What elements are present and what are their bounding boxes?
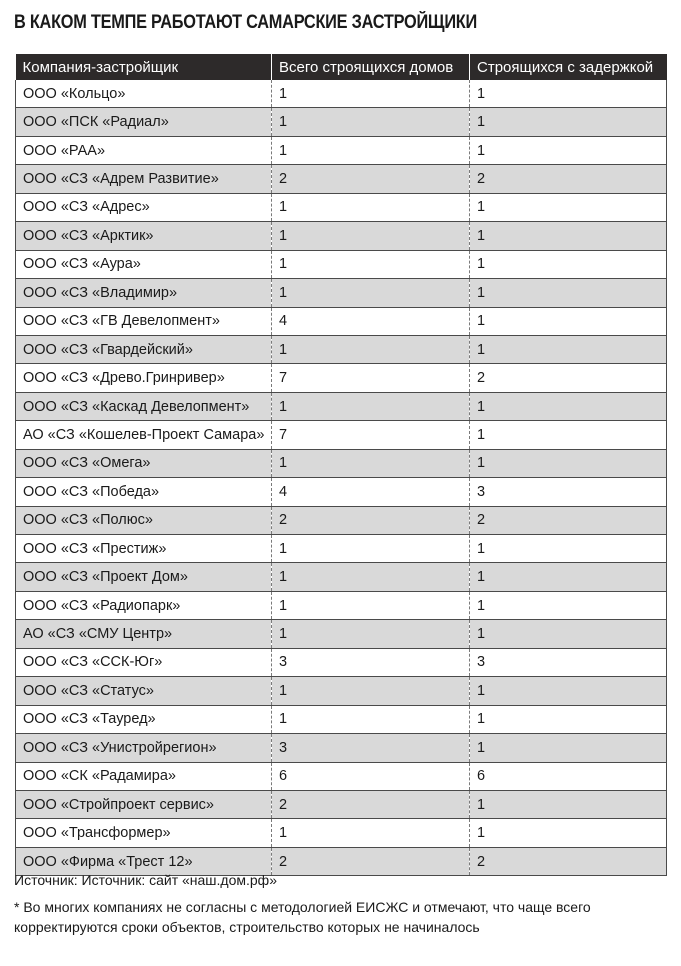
table-row [16, 563, 667, 591]
delayed-houses-cell: 1 [470, 335, 667, 363]
table-row [16, 705, 667, 733]
table-row [16, 222, 667, 250]
total-houses-cell: 1 [272, 250, 470, 278]
footnote: * Во многих компаниях не согласны с методологией ЕИСЖС и отмечают, что чаще всего корректируются сроки объектов, строительство которых не начиналось [14, 899, 591, 935]
table-row [16, 193, 667, 221]
delayed-houses-cell: 2 [470, 165, 667, 193]
table-row [16, 392, 667, 420]
total-houses-cell: 1 [272, 222, 470, 250]
total-houses-cell: 1 [272, 449, 470, 477]
table-row [16, 449, 667, 477]
delayed-houses-cell: 1 [470, 307, 667, 335]
delayed-houses-cell: 1 [470, 734, 667, 762]
total-houses-cell: 1 [272, 335, 470, 363]
delayed-houses-cell: 1 [470, 80, 667, 108]
delayed-houses-cell: 2 [470, 847, 667, 875]
total-houses-cell: 3 [272, 734, 470, 762]
table-row [16, 136, 667, 164]
total-houses-cell: 3 [272, 648, 470, 676]
delayed-houses-cell: 1 [470, 563, 667, 591]
company-cell: ООО «СЗ «Арктик» [16, 222, 272, 250]
total-houses-cell: 1 [272, 819, 470, 847]
company-cell: ООО «РАА» [16, 136, 272, 164]
company-cell: ООО «СЗ «Каскад Девелопмент» [16, 392, 272, 420]
delayed-houses-cell: 1 [470, 591, 667, 619]
delayed-houses-cell: 1 [470, 535, 667, 563]
table-row [16, 620, 667, 648]
company-cell: ООО «СЗ «ГВ Девелопмент» [16, 307, 272, 335]
company-cell: ООО «СЗ «Тауред» [16, 705, 272, 733]
total-houses-cell: 1 [272, 80, 470, 108]
table-row [16, 335, 667, 363]
total-houses-cell: 1 [272, 392, 470, 420]
total-houses-cell: 4 [272, 307, 470, 335]
table-row [16, 307, 667, 335]
total-houses-cell: 1 [272, 136, 470, 164]
company-cell: ООО «СЗ «Древо.Гринривер» [16, 364, 272, 392]
total-houses-cell: 2 [272, 790, 470, 818]
table-row [16, 819, 667, 847]
company-cell: ООО «СЗ «ССК-Юг» [16, 648, 272, 676]
delayed-houses-cell: 1 [470, 677, 667, 705]
header-total-houses: Всего строящихся домов [272, 54, 470, 80]
page-title: В КАКОМ ТЕМПЕ РАБОТАЮТ САМАРСКИЕ ЗАСТРОЙЩИКИ [14, 12, 478, 33]
company-cell: ООО «Фирма «Трест 12» [16, 847, 272, 875]
table-row [16, 108, 667, 136]
delayed-houses-cell: 2 [470, 364, 667, 392]
company-cell: ООО «СЗ «Статус» [16, 677, 272, 705]
company-cell: ООО «СЗ «Владимир» [16, 279, 272, 307]
total-houses-cell: 1 [272, 591, 470, 619]
developers-table [15, 54, 667, 876]
company-cell: АО «СЗ «Кошелев-Проект Самара» [16, 421, 272, 449]
company-cell: ООО «СЗ «Полюс» [16, 506, 272, 534]
table-row [16, 535, 667, 563]
company-cell: ООО «СК «Радамира» [16, 762, 272, 790]
delayed-houses-cell: 3 [470, 478, 667, 506]
table-row [16, 506, 667, 534]
delayed-houses-cell: 1 [470, 250, 667, 278]
table-row [16, 591, 667, 619]
company-cell: АО «СЗ «СМУ Центр» [16, 620, 272, 648]
company-cell: ООО «СЗ «Унистройрегион» [16, 734, 272, 762]
company-cell: ООО «СЗ «Аура» [16, 250, 272, 278]
delayed-houses-cell: 1 [470, 392, 667, 420]
table-row [16, 478, 667, 506]
total-houses-cell: 1 [272, 563, 470, 591]
table-row [16, 762, 667, 790]
delayed-houses-cell: 1 [470, 449, 667, 477]
company-cell: ООО «СЗ «Адрем Развитие» [16, 165, 272, 193]
total-houses-cell: 4 [272, 478, 470, 506]
delayed-houses-cell: 1 [470, 705, 667, 733]
total-houses-cell: 2 [272, 165, 470, 193]
table-row [16, 790, 667, 818]
delayed-houses-cell: 1 [470, 279, 667, 307]
company-cell: ООО «СЗ «Радиопарк» [16, 591, 272, 619]
total-houses-cell: 2 [272, 847, 470, 875]
total-houses-cell: 1 [272, 535, 470, 563]
company-cell: ООО «СЗ «Адрес» [16, 193, 272, 221]
table-row [16, 734, 667, 762]
table-row [16, 165, 667, 193]
source-note: Источник: Источник: сайт «наш.дом.рф» [14, 872, 277, 888]
company-cell: ООО «СЗ «Омега» [16, 449, 272, 477]
delayed-houses-cell: 1 [470, 819, 667, 847]
delayed-houses-cell: 1 [470, 193, 667, 221]
delayed-houses-cell: 1 [470, 790, 667, 818]
company-cell: ООО «СЗ «Проект Дом» [16, 563, 272, 591]
total-houses-cell: 1 [272, 108, 470, 136]
table-row [16, 648, 667, 676]
total-houses-cell: 1 [272, 677, 470, 705]
delayed-houses-cell: 3 [470, 648, 667, 676]
table-row [16, 421, 667, 449]
table-row [16, 677, 667, 705]
table-header-row [16, 54, 667, 80]
company-cell: ООО «СЗ «Престиж» [16, 535, 272, 563]
company-cell: ООО «Трансформер» [16, 819, 272, 847]
total-houses-cell: 1 [272, 193, 470, 221]
total-houses-cell: 7 [272, 364, 470, 392]
delayed-houses-cell: 1 [470, 136, 667, 164]
delayed-houses-cell: 1 [470, 108, 667, 136]
header-company: Компания-застройщик [16, 54, 272, 80]
header-delayed-houses: Строящихся с задержкой [470, 54, 667, 80]
delayed-houses-cell: 2 [470, 506, 667, 534]
table-row [16, 279, 667, 307]
total-houses-cell: 7 [272, 421, 470, 449]
table-row [16, 80, 667, 108]
delayed-houses-cell: 1 [470, 620, 667, 648]
total-houses-cell: 6 [272, 762, 470, 790]
company-cell: ООО «Кольцо» [16, 80, 272, 108]
delayed-houses-cell: 6 [470, 762, 667, 790]
table-body [16, 80, 667, 876]
company-cell: ООО «ПСК «Радиал» [16, 108, 272, 136]
delayed-houses-cell: 1 [470, 421, 667, 449]
company-cell: ООО «СЗ «Гвардейский» [16, 335, 272, 363]
table-row [16, 250, 667, 278]
delayed-houses-cell: 1 [470, 222, 667, 250]
table-row [16, 364, 667, 392]
total-houses-cell: 1 [272, 620, 470, 648]
company-cell: ООО «СЗ «Победа» [16, 478, 272, 506]
total-houses-cell: 2 [272, 506, 470, 534]
total-houses-cell: 1 [272, 279, 470, 307]
total-houses-cell: 1 [272, 705, 470, 733]
company-cell: ООО «Стройпроект сервис» [16, 790, 272, 818]
